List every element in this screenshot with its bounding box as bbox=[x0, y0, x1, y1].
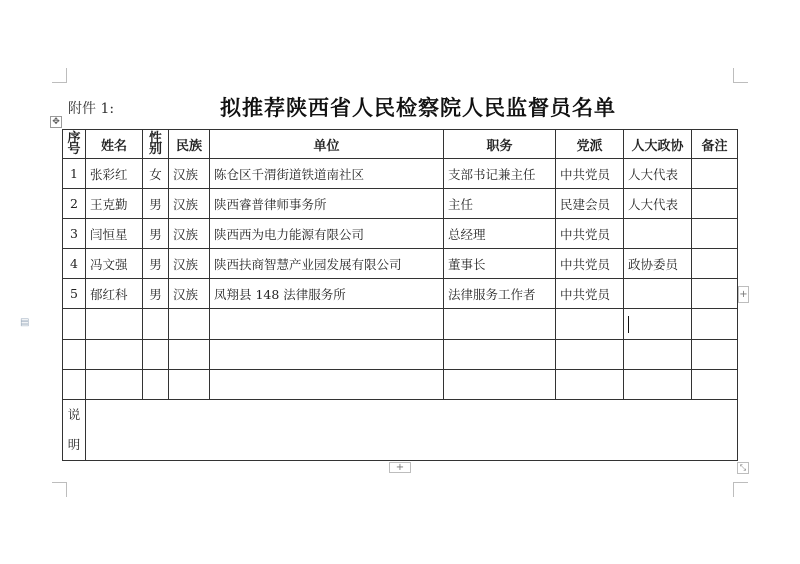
empty-cell[interactable] bbox=[444, 369, 556, 399]
add-row-button[interactable]: + bbox=[389, 462, 411, 473]
cell-name[interactable]: 闫恒星 bbox=[86, 219, 143, 249]
cell-remarks[interactable] bbox=[692, 219, 738, 249]
empty-cell[interactable] bbox=[210, 369, 444, 399]
cell-remarks[interactable] bbox=[692, 189, 738, 219]
note-label: 说明 bbox=[67, 406, 81, 452]
header-npc-cppcc[interactable]: 人大政协 bbox=[624, 130, 692, 159]
table-row bbox=[63, 279, 738, 309]
empty-cell[interactable] bbox=[444, 339, 556, 369]
cell-seq[interactable]: 2 bbox=[63, 189, 86, 219]
cell-ethnicity[interactable]: 汉族 bbox=[169, 279, 210, 309]
empty-cell[interactable] bbox=[86, 309, 143, 339]
cell-party[interactable]: 民建会员 bbox=[556, 189, 624, 219]
crop-mark-top-left bbox=[52, 68, 67, 83]
cell-npc-cppcc[interactable]: 人大代表 bbox=[624, 189, 692, 219]
empty-cell[interactable] bbox=[210, 309, 444, 339]
empty-cell[interactable] bbox=[624, 369, 692, 399]
table-row bbox=[63, 189, 738, 219]
cell-seq[interactable]: 5 bbox=[63, 279, 86, 309]
crop-mark-bottom-right bbox=[733, 482, 748, 497]
table-header-row bbox=[63, 130, 738, 159]
header-gender[interactable]: 性别 bbox=[143, 130, 169, 159]
empty-cell[interactable] bbox=[63, 309, 86, 339]
note-content-cell[interactable] bbox=[86, 399, 738, 460]
cell-seq[interactable]: 3 bbox=[63, 219, 86, 249]
empty-cell[interactable] bbox=[692, 309, 738, 339]
table-row bbox=[63, 249, 738, 279]
document-title: 拟推荐陕西省人民检察院人民监督员名单 bbox=[220, 95, 616, 120]
cell-ethnicity[interactable]: 汉族 bbox=[169, 219, 210, 249]
header-name[interactable]: 姓名 bbox=[86, 130, 143, 159]
cell-gender[interactable]: 男 bbox=[143, 189, 169, 219]
paste-options-icon[interactable]: ▤ bbox=[20, 317, 30, 328]
empty-cell[interactable] bbox=[63, 369, 86, 399]
cell-ethnicity[interactable]: 汉族 bbox=[169, 249, 210, 279]
header-party[interactable]: 党派 bbox=[556, 130, 624, 159]
cell-party[interactable]: 中共党员 bbox=[556, 249, 624, 279]
cell-position[interactable]: 总经理 bbox=[444, 219, 556, 249]
empty-cell[interactable] bbox=[556, 369, 624, 399]
header-ethnicity[interactable]: 民族 bbox=[169, 130, 210, 159]
cell-party[interactable]: 中共党员 bbox=[556, 219, 624, 249]
cell-unit[interactable]: 陕西睿普律师事务所 bbox=[210, 189, 444, 219]
empty-cell[interactable] bbox=[169, 339, 210, 369]
cell-position[interactable]: 董事长 bbox=[444, 249, 556, 279]
cell-seq[interactable]: 4 bbox=[63, 249, 86, 279]
cell-party[interactable]: 中共党员 bbox=[556, 279, 624, 309]
note-row bbox=[63, 399, 738, 460]
empty-cell-active[interactable] bbox=[624, 309, 692, 339]
empty-cell[interactable] bbox=[86, 369, 143, 399]
header-unit[interactable]: 单位 bbox=[210, 130, 444, 159]
table-resize-icon[interactable]: ⤡ bbox=[737, 462, 749, 474]
crop-mark-top-right bbox=[733, 68, 748, 83]
cell-ethnicity[interactable]: 汉族 bbox=[169, 159, 210, 189]
cell-gender[interactable]: 男 bbox=[143, 249, 169, 279]
cell-party[interactable]: 中共党员 bbox=[556, 159, 624, 189]
table-row bbox=[63, 219, 738, 249]
cell-name[interactable]: 张彩红 bbox=[86, 159, 143, 189]
cell-gender[interactable]: 女 bbox=[143, 159, 169, 189]
cell-unit[interactable]: 陕西扶商智慧产业园发展有限公司 bbox=[210, 249, 444, 279]
empty-cell[interactable] bbox=[692, 369, 738, 399]
cell-position[interactable]: 支部书记兼主任 bbox=[444, 159, 556, 189]
empty-cell[interactable] bbox=[143, 309, 169, 339]
supervisor-table bbox=[62, 129, 738, 461]
add-column-button[interactable]: + bbox=[738, 286, 749, 303]
attachment-label: 附件 1: bbox=[68, 101, 115, 117]
cell-remarks[interactable] bbox=[692, 279, 738, 309]
cell-npc-cppcc[interactable]: 人大代表 bbox=[624, 159, 692, 189]
empty-cell[interactable] bbox=[143, 369, 169, 399]
cell-seq[interactable]: 1 bbox=[63, 159, 86, 189]
empty-cell[interactable] bbox=[210, 339, 444, 369]
cell-position[interactable]: 主任 bbox=[444, 189, 556, 219]
table-move-handle-icon[interactable]: ✥ bbox=[50, 116, 62, 128]
empty-cell[interactable] bbox=[169, 369, 210, 399]
cell-gender[interactable]: 男 bbox=[143, 279, 169, 309]
empty-cell[interactable] bbox=[86, 339, 143, 369]
empty-cell[interactable] bbox=[143, 339, 169, 369]
cell-unit[interactable]: 陈仓区千渭街道铁道南社区 bbox=[210, 159, 444, 189]
cell-remarks[interactable] bbox=[692, 249, 738, 279]
cell-npc-cppcc[interactable]: 政协委员 bbox=[624, 249, 692, 279]
empty-table-row bbox=[63, 369, 738, 399]
empty-cell[interactable] bbox=[63, 339, 86, 369]
cell-npc-cppcc[interactable] bbox=[624, 279, 692, 309]
cell-name[interactable]: 冯文强 bbox=[86, 249, 143, 279]
cell-position[interactable]: 法律服务工作者 bbox=[444, 279, 556, 309]
header-position[interactable]: 职务 bbox=[444, 130, 556, 159]
header-seq[interactable]: 序号 bbox=[63, 130, 86, 159]
cell-remarks[interactable] bbox=[692, 159, 738, 189]
empty-cell[interactable] bbox=[692, 339, 738, 369]
empty-cell[interactable] bbox=[169, 309, 210, 339]
empty-table-row bbox=[63, 309, 738, 339]
cell-name[interactable]: 郁红科 bbox=[86, 279, 143, 309]
note-label-cell[interactable] bbox=[63, 399, 86, 460]
crop-mark-bottom-left bbox=[52, 482, 67, 497]
cell-ethnicity[interactable]: 汉族 bbox=[169, 189, 210, 219]
cell-npc-cppcc[interactable] bbox=[624, 219, 692, 249]
empty-table-row bbox=[63, 339, 738, 369]
cell-unit[interactable]: 凤翔县 148 法律服务所 bbox=[210, 279, 444, 309]
cell-unit[interactable]: 陕西西为电力能源有限公司 bbox=[210, 219, 444, 249]
cell-name[interactable]: 王克勤 bbox=[86, 189, 143, 219]
text-cursor bbox=[628, 316, 629, 333]
table-row bbox=[63, 159, 738, 189]
empty-cell[interactable] bbox=[556, 309, 624, 339]
cell-gender[interactable]: 男 bbox=[143, 219, 169, 249]
header-remarks[interactable]: 备注 bbox=[692, 130, 738, 159]
empty-cell[interactable] bbox=[556, 339, 624, 369]
empty-cell[interactable] bbox=[624, 339, 692, 369]
empty-cell[interactable] bbox=[444, 309, 556, 339]
